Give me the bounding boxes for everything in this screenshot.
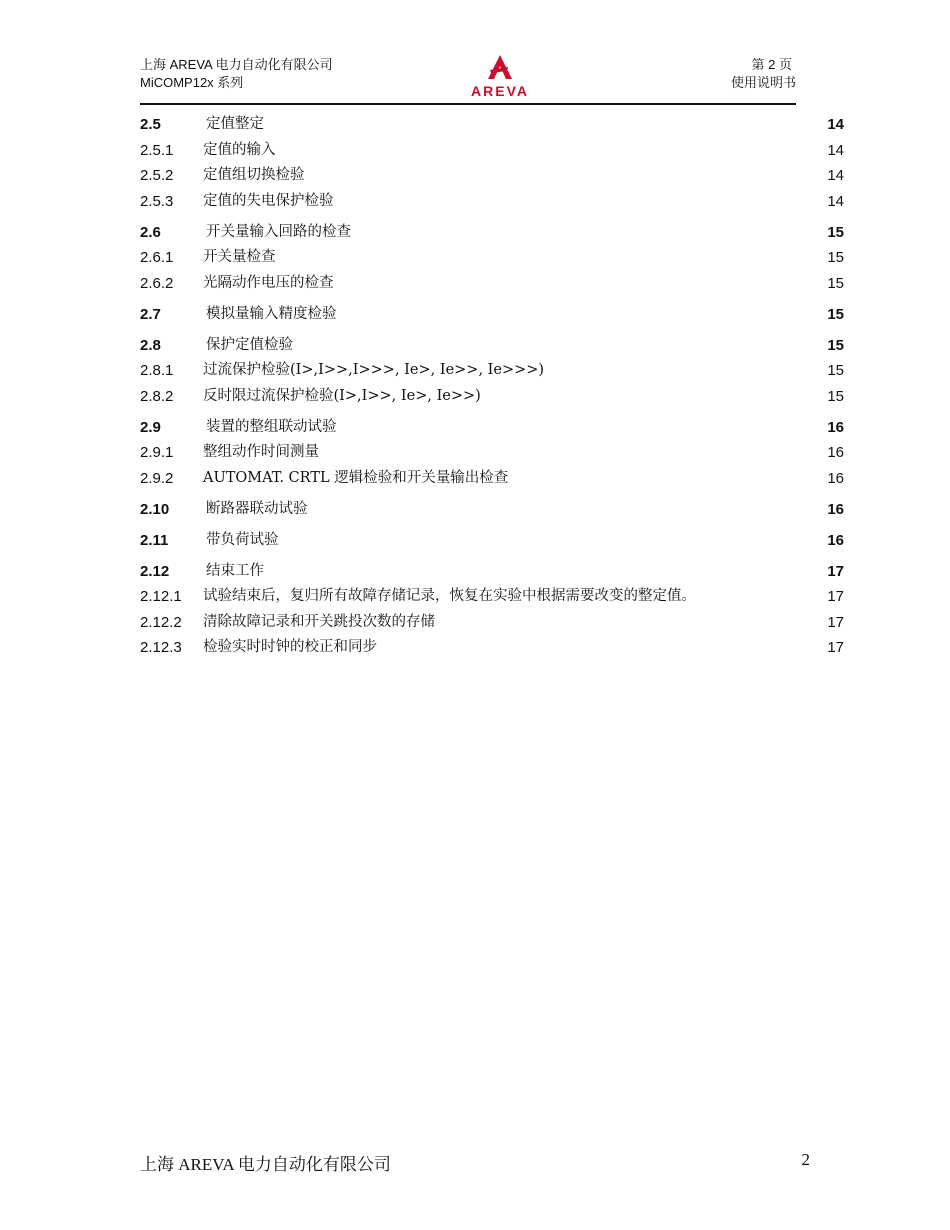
page-footer [140, 1150, 810, 1174]
toc-entry-page: 17 [827, 639, 844, 656]
toc-entry-page: 15 [827, 387, 844, 405]
header-rule [140, 103, 796, 105]
toc-entry-number: 2.9.2 [140, 469, 174, 487]
header-series: MiCOMP12x 系列 [140, 75, 244, 90]
toc-entry-number: 2.6.2 [140, 274, 174, 292]
toc-entry-page: 14 [827, 141, 844, 159]
toc-entry-page: 15 [827, 249, 844, 266]
toc-entry-title: 开关量检查 [203, 249, 276, 265]
toc-entry-number: 2.8.1 [140, 362, 174, 379]
toc-entry[interactable] [140, 138, 846, 164]
toc-entry-number: 2.5.2 [140, 167, 174, 184]
toc-entry[interactable] [140, 220, 846, 246]
toc-entry-number: 2.12.3 [140, 639, 182, 656]
toc-entry-number: 2.9 [140, 418, 161, 436]
toc-entry[interactable] [140, 112, 846, 138]
toc-entry-page: 15 [827, 336, 844, 354]
toc-entry[interactable] [140, 189, 846, 215]
toc-entry-title: 试验结束后，复归所有故障存储记录，恢复在实验中根据需要改变的整定值。 [203, 588, 696, 604]
toc-entry-number: 2.8.2 [140, 387, 174, 405]
toc-entry-title: 整组动作时间测量 [203, 444, 319, 460]
toc-entry[interactable] [140, 584, 846, 610]
toc-entry-number: 2.11 [140, 531, 169, 549]
header-page-label: 第 2 页 [751, 57, 792, 72]
toc-entry[interactable] [140, 358, 846, 384]
toc-entry[interactable] [140, 302, 846, 328]
header-left [140, 56, 333, 92]
toc-entry-number: 2.6.1 [140, 249, 174, 266]
toc-entry-number: 2.12.2 [140, 613, 182, 631]
page-header [140, 54, 796, 106]
logo-text: AREVA [471, 83, 529, 99]
toc-entry-page: 16 [827, 500, 844, 518]
toc-entry[interactable] [140, 610, 846, 636]
toc-entry-title: 过流保护检验(I>,I>>,I>>>, Ie>, Ie>>, Ie>>>) [203, 362, 545, 378]
toc-entry-title: 检验实时时钟的校正和同步 [203, 639, 377, 655]
toc-entry-title: 定值整定 [206, 116, 264, 132]
toc-entry-page: 17 [827, 613, 844, 631]
toc-entry-page: 14 [827, 167, 844, 184]
toc-entry-number: 2.5.1 [140, 141, 174, 159]
footer-company: 上海 AREVA 电力自动化有限公司 [140, 1155, 391, 1174]
toc-entry-page: 14 [827, 116, 844, 133]
toc-entry-title: 结束工作 [206, 562, 264, 579]
toc-entry-page: 17 [827, 562, 844, 580]
toc-entry-number: 2.6 [140, 223, 161, 241]
toc-entry[interactable] [140, 635, 846, 661]
toc-entry[interactable] [140, 528, 846, 554]
toc-entry-title: 光隔动作电压的检查 [203, 274, 334, 291]
toc-entry-title: 装置的整组联动试验 [206, 418, 337, 435]
toc-entry-page: 15 [827, 362, 844, 379]
toc-entry[interactable] [140, 497, 846, 523]
toc-entry-title: 带负荷试验 [206, 531, 279, 548]
toc-entry-title: 定值组切换检验 [203, 167, 305, 183]
toc-entry-title: 反时限过流保护检验(I>,I>>, Ie>, Ie>>) [203, 387, 481, 404]
toc-entry-page: 16 [827, 531, 844, 549]
toc-entry-page: 15 [827, 223, 844, 241]
toc-entry-title: 模拟量输入精度检验 [206, 305, 337, 322]
toc-entry-number: 2.12 [140, 562, 170, 580]
footer-page-number: 2 [801, 1150, 810, 1169]
areva-a-icon [486, 54, 514, 80]
toc-entry-title: 保护定值检验 [206, 336, 293, 353]
toc-entry-title: 清除故障记录和开关跳投次数的存储 [203, 613, 435, 630]
areva-logo [462, 54, 538, 100]
toc-entry-page: 17 [827, 588, 844, 605]
toc-entry[interactable] [140, 415, 846, 441]
toc-entry[interactable] [140, 163, 846, 189]
toc-entry-number: 2.10 [140, 500, 170, 518]
toc-entry-number: 2.5.3 [140, 192, 174, 210]
toc-entry[interactable] [140, 271, 846, 297]
toc-entry-page: 16 [827, 418, 844, 436]
toc-entry-number: 2.7 [140, 305, 161, 323]
toc-entry-number: 2.5 [140, 116, 161, 133]
toc-entry-page: 15 [827, 274, 844, 292]
toc-entry[interactable] [140, 333, 846, 359]
header-right [731, 56, 796, 92]
toc-entry-title: 定值的失电保护检验 [203, 192, 334, 209]
toc-entry-title: 开关量输入回路的检查 [206, 223, 351, 240]
toc-entry[interactable] [140, 384, 846, 410]
toc-entry-page: 14 [827, 192, 844, 210]
toc-entry-page: 15 [827, 305, 844, 323]
toc-entry-number: 2.9.1 [140, 444, 174, 461]
toc-entry-page: 16 [827, 469, 844, 487]
toc-entry-number: 2.12.1 [140, 588, 182, 605]
toc-entry[interactable] [140, 245, 846, 271]
toc-entry-title: 定值的输入 [203, 141, 276, 158]
table-of-contents [140, 112, 846, 661]
toc-entry-title: 断路器联动试验 [206, 500, 308, 517]
header-company: 上海 AREVA 电力自动化有限公司 [140, 57, 333, 72]
toc-entry-number: 2.8 [140, 336, 161, 354]
header-doc-type: 使用说明书 [730, 75, 796, 90]
toc-entry-page: 16 [827, 444, 844, 461]
toc-entry[interactable] [140, 559, 846, 585]
toc-entry[interactable] [140, 440, 846, 466]
toc-entry[interactable] [140, 466, 846, 492]
toc-entry-title: AUTOMAT. CRTL 逻辑检验和开关量输出检查 [203, 469, 509, 486]
